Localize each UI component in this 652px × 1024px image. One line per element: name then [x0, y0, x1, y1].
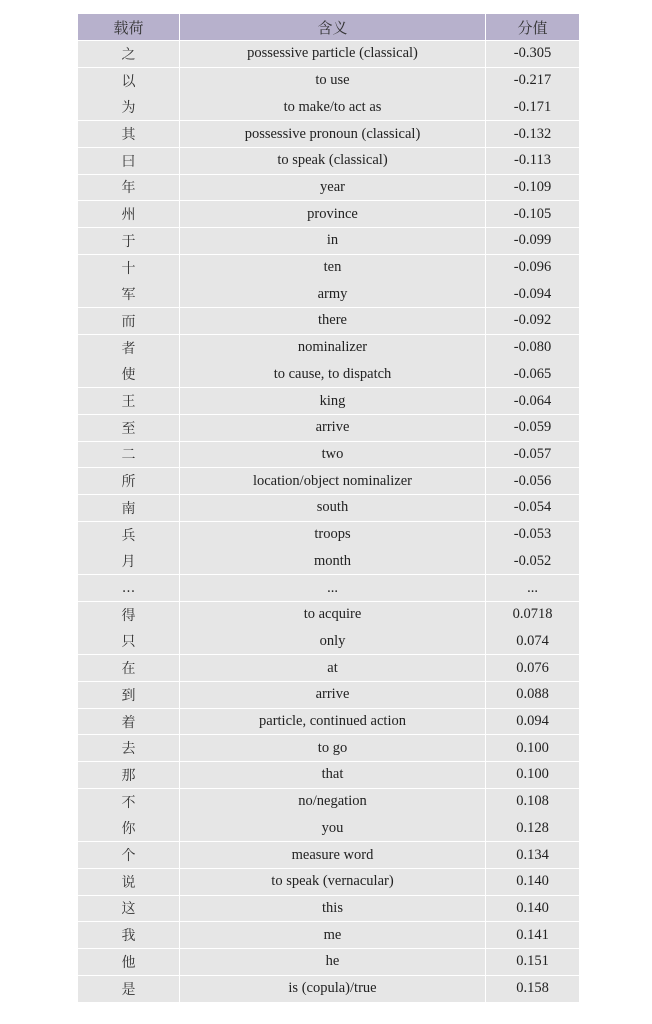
- table-row: [78, 682, 579, 708]
- row-character: 曰: [78, 148, 179, 174]
- table-row: [78, 869, 579, 895]
- row-score: 0.134: [486, 842, 579, 868]
- row-meaning: at: [180, 655, 485, 681]
- row-character: 月: [78, 548, 179, 574]
- row-character: 不: [78, 789, 179, 815]
- row-meaning: army: [180, 281, 485, 307]
- row-meaning: there: [180, 308, 485, 334]
- row-meaning: year: [180, 175, 485, 201]
- table-header-row: [78, 14, 579, 40]
- table-row: [78, 415, 579, 441]
- row-score: -0.053: [486, 522, 579, 548]
- row-character: 十: [78, 255, 179, 281]
- row-meaning: me: [180, 922, 485, 948]
- row-score: -0.094: [486, 281, 579, 307]
- row-character: 着: [78, 709, 179, 735]
- row-meaning: south: [180, 495, 485, 521]
- row-character: 到: [78, 682, 179, 708]
- table-row: [78, 361, 579, 387]
- row-score: 0.140: [486, 869, 579, 895]
- table-row: [78, 308, 579, 334]
- table-row: [78, 201, 579, 227]
- row-meaning: nominalizer: [180, 335, 485, 361]
- row-meaning: province: [180, 201, 485, 227]
- row-character: 为: [78, 94, 179, 120]
- row-character: 是: [78, 976, 179, 1002]
- row-character: 所: [78, 468, 179, 494]
- table-row: [78, 255, 579, 281]
- row-meaning: only: [180, 628, 485, 654]
- row-score: -0.057: [486, 442, 579, 468]
- row-character: 南: [78, 495, 179, 521]
- row-meaning: arrive: [180, 682, 485, 708]
- row-meaning: month: [180, 548, 485, 574]
- row-meaning: to speak (vernacular): [180, 869, 485, 895]
- row-meaning: to speak (classical): [180, 148, 485, 174]
- table-row: [78, 41, 579, 67]
- row-meaning: in: [180, 228, 485, 254]
- row-character: 说: [78, 869, 179, 895]
- row-score: 0.141: [486, 922, 579, 948]
- table-row: [78, 842, 579, 868]
- header-loading: 载荷: [78, 14, 179, 40]
- row-character: 至: [78, 415, 179, 441]
- header-score: 分值: [486, 14, 579, 40]
- table-row: [78, 575, 579, 601]
- table-row: [78, 789, 579, 815]
- table-row: [78, 922, 579, 948]
- row-meaning: you: [180, 815, 485, 841]
- row-meaning: that: [180, 762, 485, 788]
- table-row: [78, 655, 579, 681]
- row-score: -0.096: [486, 255, 579, 281]
- row-meaning: two: [180, 442, 485, 468]
- row-meaning: this: [180, 896, 485, 922]
- row-character: 个: [78, 842, 179, 868]
- row-character: 军: [78, 281, 179, 307]
- header-meaning: 含义: [180, 14, 485, 40]
- table-row: [78, 228, 579, 254]
- table-row: [78, 148, 579, 174]
- row-character: ...: [78, 575, 179, 601]
- row-score: 0.108: [486, 789, 579, 815]
- row-meaning: possessive particle (classical): [180, 41, 485, 67]
- table-row: [78, 175, 579, 201]
- row-meaning: measure word: [180, 842, 485, 868]
- row-meaning: ten: [180, 255, 485, 281]
- table-row: [78, 468, 579, 494]
- table-row: [78, 949, 579, 975]
- row-score: 0.158: [486, 976, 579, 1002]
- row-score: -0.065: [486, 361, 579, 387]
- row-score: 0.0718: [486, 602, 579, 628]
- row-character: 而: [78, 308, 179, 334]
- row-character: 其: [78, 121, 179, 147]
- row-character: 者: [78, 335, 179, 361]
- row-character: 州: [78, 201, 179, 227]
- table-row: [78, 815, 579, 841]
- table-row: [78, 388, 579, 414]
- table-row: [78, 602, 579, 628]
- row-score: 0.094: [486, 709, 579, 735]
- row-score: -0.132: [486, 121, 579, 147]
- row-character: 使: [78, 361, 179, 387]
- row-score: 0.076: [486, 655, 579, 681]
- row-character: 得: [78, 602, 179, 628]
- row-score: -0.052: [486, 548, 579, 574]
- row-score: 0.140: [486, 896, 579, 922]
- loadings-table: [78, 14, 579, 1002]
- row-character: 去: [78, 735, 179, 761]
- row-score: -0.113: [486, 148, 579, 174]
- table-row: [78, 522, 579, 548]
- row-score: ...: [486, 575, 579, 601]
- row-meaning: to use: [180, 68, 485, 94]
- table-row: [78, 709, 579, 735]
- row-meaning: he: [180, 949, 485, 975]
- row-character: 那: [78, 762, 179, 788]
- table-row: [78, 94, 579, 120]
- table-row: [78, 735, 579, 761]
- table-row: [78, 281, 579, 307]
- table-row: [78, 976, 579, 1002]
- table-row: [78, 335, 579, 361]
- row-character: 你: [78, 815, 179, 841]
- row-score: 0.100: [486, 735, 579, 761]
- row-character: 王: [78, 388, 179, 414]
- row-character: 年: [78, 175, 179, 201]
- table-row: [78, 628, 579, 654]
- row-meaning: arrive: [180, 415, 485, 441]
- row-character: 兵: [78, 522, 179, 548]
- row-score: -0.105: [486, 201, 579, 227]
- row-character: 二: [78, 442, 179, 468]
- row-score: -0.056: [486, 468, 579, 494]
- row-score: -0.054: [486, 495, 579, 521]
- row-score: -0.305: [486, 41, 579, 67]
- row-character: 以: [78, 68, 179, 94]
- row-score: -0.059: [486, 415, 579, 441]
- row-character: 之: [78, 41, 179, 67]
- row-meaning: location/object nominalizer: [180, 468, 485, 494]
- row-meaning: possessive pronoun (classical): [180, 121, 485, 147]
- row-character: 他: [78, 949, 179, 975]
- row-meaning: particle, continued action: [180, 709, 485, 735]
- row-score: 0.088: [486, 682, 579, 708]
- row-meaning: is (copula)/true: [180, 976, 485, 1002]
- row-meaning: no/negation: [180, 789, 485, 815]
- table-row: [78, 442, 579, 468]
- table-row: [78, 762, 579, 788]
- row-character: 这: [78, 896, 179, 922]
- row-character: 只: [78, 628, 179, 654]
- row-score: -0.217: [486, 68, 579, 94]
- table-row: [78, 121, 579, 147]
- row-character: 在: [78, 655, 179, 681]
- row-score: 0.128: [486, 815, 579, 841]
- table-body: [78, 41, 579, 1002]
- row-score: -0.109: [486, 175, 579, 201]
- row-meaning: to cause, to dispatch: [180, 361, 485, 387]
- row-character: 于: [78, 228, 179, 254]
- table-row: [78, 548, 579, 574]
- row-score: -0.080: [486, 335, 579, 361]
- row-score: 0.151: [486, 949, 579, 975]
- row-meaning: ...: [180, 575, 485, 601]
- row-score: 0.074: [486, 628, 579, 654]
- row-score: -0.171: [486, 94, 579, 120]
- row-meaning: to make/to act as: [180, 94, 485, 120]
- row-meaning: to acquire: [180, 602, 485, 628]
- row-meaning: to go: [180, 735, 485, 761]
- row-score: -0.092: [486, 308, 579, 334]
- table-row: [78, 896, 579, 922]
- row-meaning: troops: [180, 522, 485, 548]
- row-character: 我: [78, 922, 179, 948]
- row-score: 0.100: [486, 762, 579, 788]
- table-row: [78, 495, 579, 521]
- row-meaning: king: [180, 388, 485, 414]
- row-score: -0.099: [486, 228, 579, 254]
- row-score: -0.064: [486, 388, 579, 414]
- table-row: [78, 68, 579, 94]
